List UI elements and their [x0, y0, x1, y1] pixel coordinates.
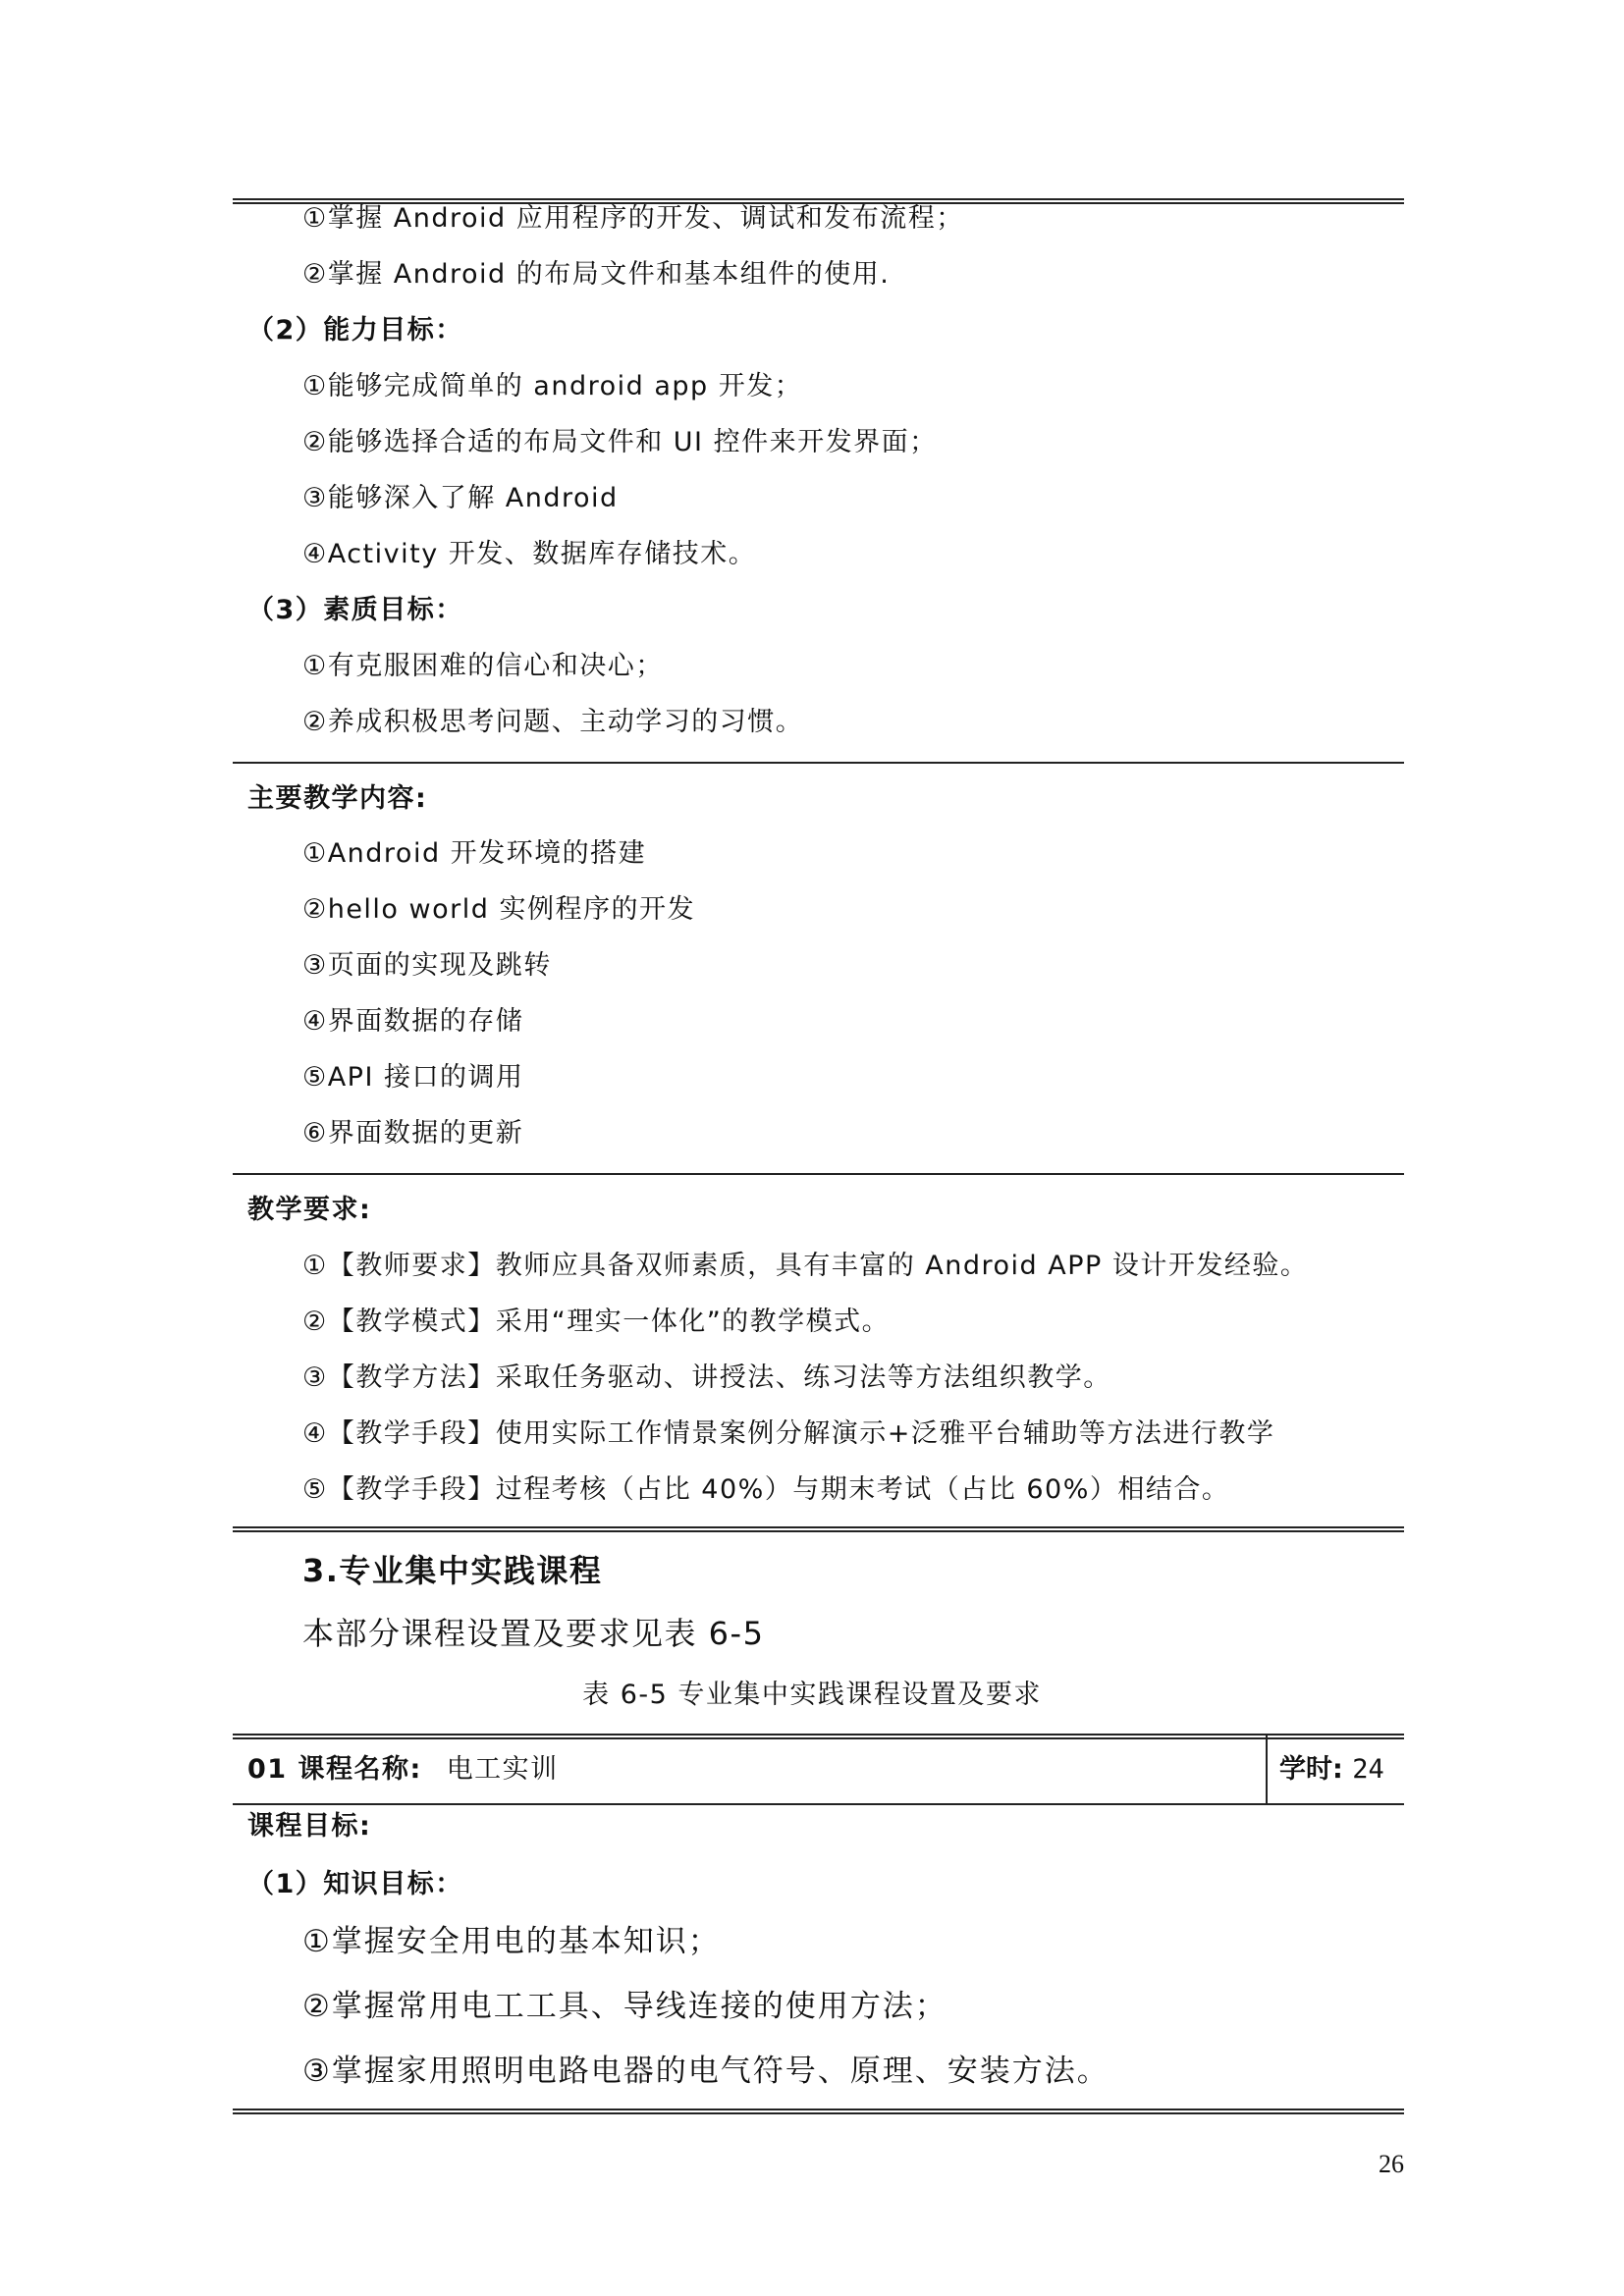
requirement-item-1: ①【教师要求】教师应具备双师素质，具有丰富的 Android APP 设计开发经验。 — [302, 1251, 1309, 1281]
hours-label: 学时: — [1279, 1754, 1343, 1785]
main-content-heading: 主要教学内容: — [247, 783, 428, 814]
hours-value: 24 — [1352, 1754, 1384, 1785]
course-name-row — [247, 1753, 559, 1787]
section-3-title: 3.专业集中实践课程 — [302, 1552, 603, 1589]
quality-item-1: ①有克服困难的信心和决心； — [302, 651, 664, 681]
page-bottom-rule — [233, 2109, 1404, 2114]
table-top-rule — [233, 1734, 1404, 1739]
requirement-item-2: ②【教学模式】采用“理实一体化”的教学模式。 — [302, 1307, 891, 1337]
table-bottom-rule — [233, 1526, 1404, 1532]
hours-cell — [1279, 1753, 1384, 1787]
main-content-item-6: ⑥界面数据的更新 — [302, 1118, 524, 1148]
ability-item-2: ②能够选择合适的布局文件和 UI 控件来开发界面； — [302, 427, 938, 457]
ability-heading: （2）能力目标： — [247, 315, 463, 346]
table-knowledge-item-1: ①掌握安全用电的基本知识； — [302, 1924, 721, 1959]
requirements-heading: 教学要求: — [247, 1195, 372, 1225]
page-number: 26 — [1379, 2150, 1404, 2178]
ability-item-3: ③能够深入了解 Android — [302, 483, 619, 513]
main-content-item-5: ⑤API 接口的调用 — [302, 1062, 524, 1093]
section-3-text: 本部分课程设置及要求见表 6-5 — [302, 1615, 765, 1652]
requirement-item-3: ③【教学方法】采取任务驱动、讲授法、练习法等方法组织教学。 — [302, 1362, 1111, 1393]
knowledge-item-2: ②掌握 Android 的布局文件和基本组件的使用. — [302, 259, 891, 290]
quality-heading: （3）素质目标： — [247, 595, 463, 625]
table-knowledge-heading: （1）知识目标： — [247, 1869, 463, 1899]
table-caption: 表 6-5 专业集中实践课程设置及要求 — [582, 1680, 1042, 1710]
ability-item-4: ④Activity 开发、数据库存储技术。 — [302, 539, 757, 569]
main-content-item-3: ③页面的实现及跳转 — [302, 950, 552, 981]
course-name-value: 电工实训 — [446, 1754, 559, 1785]
requirement-item-5: ⑤【教学手段】过程考核（占比 40%）与期末考试（占比 60%）相结合。 — [302, 1474, 1230, 1505]
ability-item-1: ①能够完成简单的 android app 开发； — [302, 371, 803, 401]
divider-main-content — [233, 762, 1404, 764]
quality-item-2: ②养成积极思考问题、主动学习的习惯。 — [302, 707, 804, 737]
divider-requirements — [233, 1173, 1404, 1175]
requirement-item-4: ④【教学手段】使用实际工作情景案例分解演示+泛雅平台辅助等方法进行教学 — [302, 1418, 1275, 1449]
knowledge-item-1: ①掌握 Android 应用程序的开发、调试和发布流程； — [302, 203, 964, 234]
main-content-item-4: ④界面数据的存储 — [302, 1006, 524, 1037]
table-knowledge-item-2: ②掌握常用电工工具、导线连接的使用方法； — [302, 1989, 947, 2024]
main-content-item-2: ②hello world 实例程序的开发 — [302, 894, 695, 925]
table-row-divider — [233, 1803, 1404, 1805]
objectives-heading: 课程目标: — [247, 1811, 372, 1842]
main-content-item-1: ①Android 开发环境的搭建 — [302, 838, 647, 869]
table-knowledge-item-3: ③掌握家用照明电路电器的电气符号、原理、安装方法。 — [302, 2054, 1110, 2089]
course-name-label: 01 课程名称: — [247, 1754, 422, 1785]
table-column-divider — [1266, 1734, 1268, 1804]
